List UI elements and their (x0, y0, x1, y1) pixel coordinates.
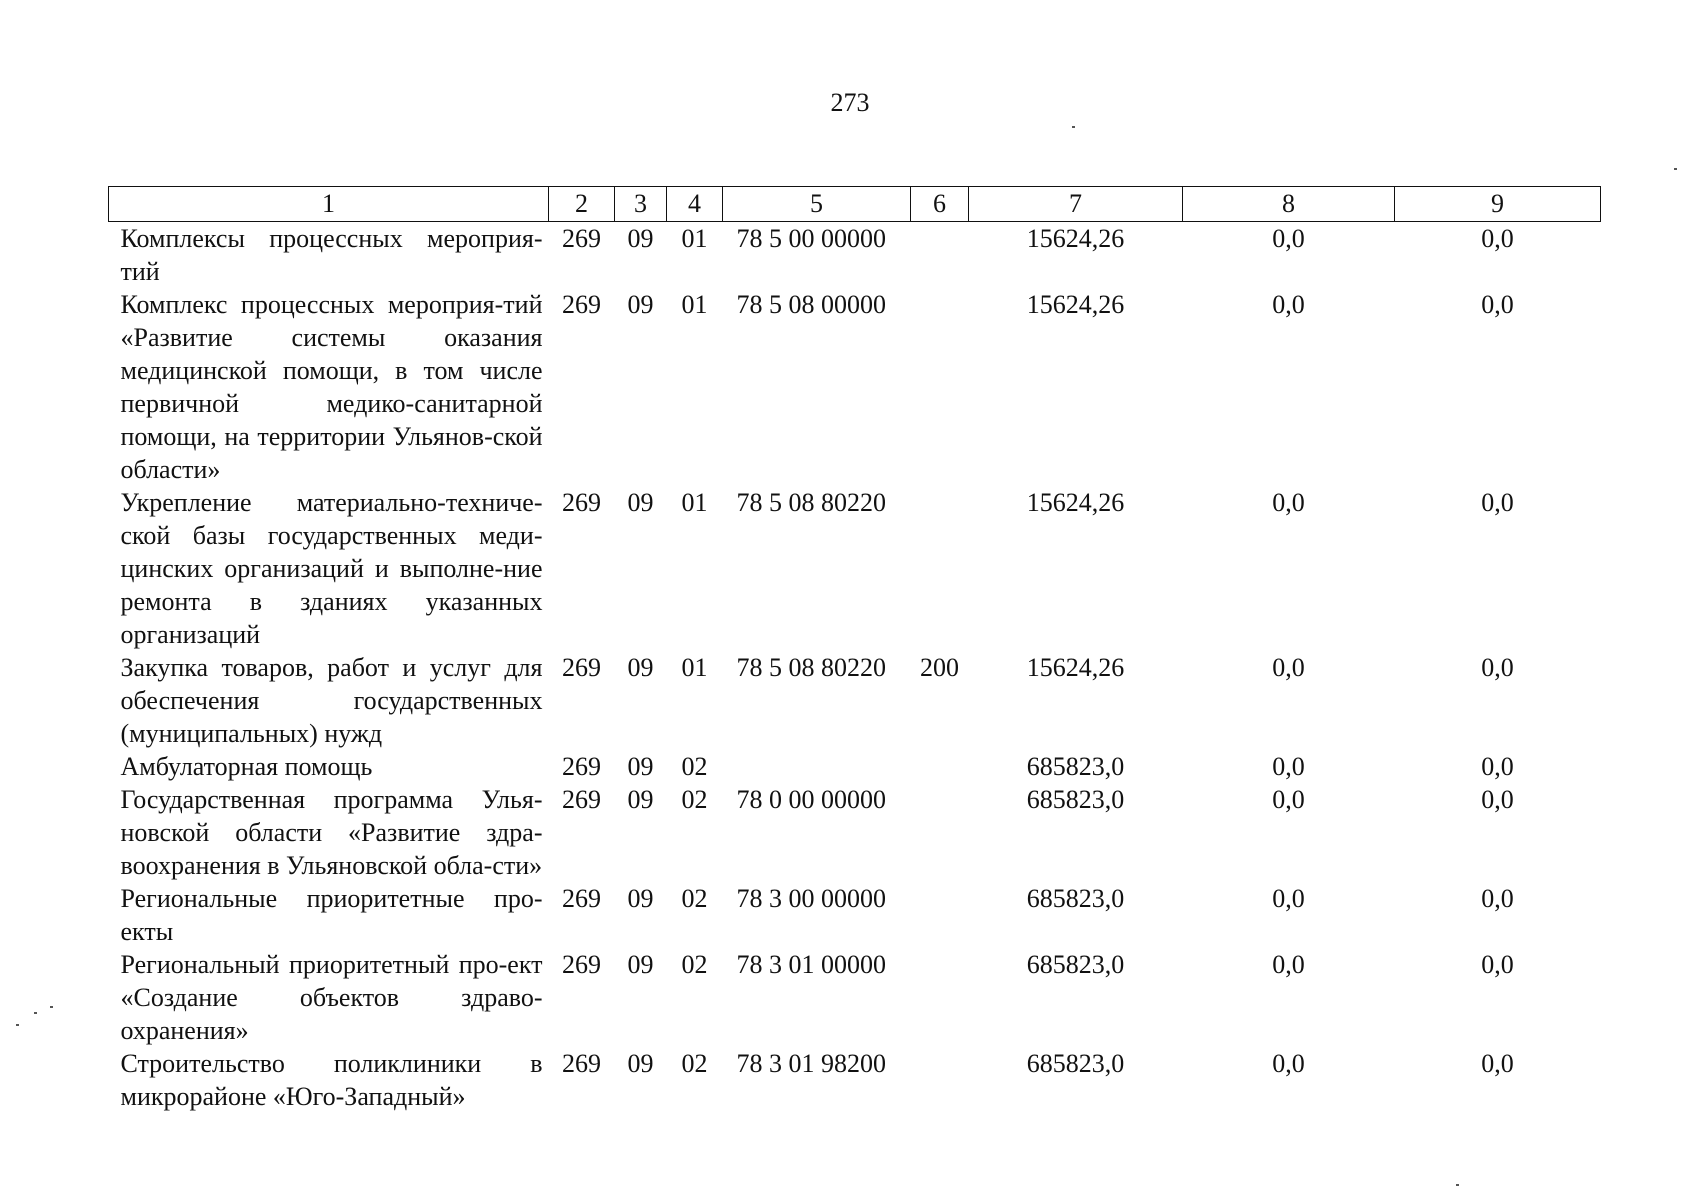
header-col-6: 6 (911, 187, 969, 222)
row-amount-8: 0,0 (1272, 950, 1305, 979)
row-amount-8: 0,0 (1272, 752, 1305, 781)
row-admin-code: 269 (562, 785, 601, 814)
header-col-9: 9 (1395, 187, 1601, 222)
header-col-4: 4 (667, 187, 723, 222)
row-section: 09 (627, 950, 654, 979)
row-subsection: 01 (681, 653, 708, 682)
row-admin-code: 269 (562, 653, 601, 682)
row-subsection: 01 (681, 224, 708, 253)
scan-speck (1072, 126, 1075, 128)
row-section: 09 (627, 1049, 654, 1078)
row-name: Региональный приоритетный про-ект «Создание объектов здраво-охранения» (120, 950, 543, 1045)
row-expense-type: 200 (920, 653, 959, 682)
row-amount-9: 0,0 (1481, 224, 1514, 253)
row-subsection: 02 (681, 752, 708, 781)
budget-table (108, 186, 1601, 1113)
row-admin-code: 269 (562, 1049, 601, 1078)
row-section: 09 (627, 224, 654, 253)
header-col-3: 3 (615, 187, 667, 222)
row-amount-7: 15624,26 (1026, 224, 1125, 253)
row-name: Комплекс процессных мероприя-тий «Развитие системы оказания медицинской помощи, в том числе первичной медико-санитарной помощи, на территории Ульянов-ской области» (120, 290, 543, 484)
row-name: Региональные приоритетные про-екты (120, 884, 543, 946)
row-amount-9: 0,0 (1481, 884, 1514, 913)
row-expense-type (911, 882, 969, 948)
header-row (109, 187, 1601, 222)
row-amount-8: 0,0 (1272, 785, 1305, 814)
header-col-8: 8 (1183, 187, 1395, 222)
row-name: Закупка товаров, работ и услуг для обеспечения государственных (муниципальных) нужд (120, 653, 543, 748)
row-expense-type (911, 1047, 969, 1113)
row-amount-7: 685823,0 (1026, 950, 1125, 979)
table-row (109, 288, 1601, 486)
table-row (109, 750, 1601, 783)
row-target-article: 78 5 08 80220 (736, 488, 886, 517)
row-subsection: 02 (681, 785, 708, 814)
row-amount-8: 0,0 (1272, 488, 1305, 517)
table-body (109, 222, 1601, 1114)
row-amount-7: 15624,26 (1026, 653, 1125, 682)
row-target-article: 78 3 01 00000 (736, 950, 886, 979)
row-name: Укрепление материально-техниче-ской базы государственных меди-цинских организаций и выполне-ние ремонта в зданиях указанных организаций (120, 488, 543, 649)
header-col-7: 7 (969, 187, 1183, 222)
header-col-2: 2 (549, 187, 615, 222)
row-target-article: 78 0 00 00000 (736, 785, 886, 814)
row-admin-code: 269 (562, 950, 601, 979)
row-name: Государственная программа Улья-новской области «Развитие здра-воохранения в Ульяновской обла-сти» (120, 785, 543, 880)
row-target-article: 78 5 08 00000 (736, 290, 886, 319)
row-admin-code: 269 (562, 488, 601, 517)
row-amount-8: 0,0 (1272, 1049, 1305, 1078)
row-section: 09 (627, 488, 654, 517)
table-row (109, 1047, 1601, 1113)
row-amount-8: 0,0 (1272, 653, 1305, 682)
row-subsection: 01 (681, 488, 708, 517)
row-amount-8: 0,0 (1272, 224, 1305, 253)
row-amount-8: 0,0 (1272, 290, 1305, 319)
row-subsection: 02 (681, 950, 708, 979)
row-target-article: 78 3 00 00000 (736, 884, 886, 913)
row-amount-8: 0,0 (1272, 884, 1305, 913)
scan-speck (1674, 168, 1677, 170)
row-admin-code: 269 (562, 884, 601, 913)
table-row (109, 486, 1601, 651)
row-target-article: 78 5 00 00000 (736, 224, 886, 253)
row-subsection: 02 (681, 884, 708, 913)
row-name: Комплексы процессных мероприя-тий (120, 224, 543, 286)
row-name: Строительство поликлиники в микрорайоне «Юго-Западный» (120, 1049, 543, 1111)
row-target-article (723, 750, 911, 783)
row-amount-7: 685823,0 (1026, 1049, 1125, 1078)
scan-speck (1456, 1184, 1459, 1186)
row-amount-9: 0,0 (1481, 653, 1514, 682)
row-amount-7: 685823,0 (1026, 884, 1125, 913)
row-expense-type (911, 288, 969, 486)
row-target-article: 78 5 08 80220 (736, 653, 886, 682)
scan-speck (16, 1024, 19, 1026)
row-subsection: 02 (681, 1049, 708, 1078)
row-section: 09 (627, 290, 654, 319)
row-expense-type (911, 948, 969, 1047)
row-section: 09 (627, 785, 654, 814)
row-admin-code: 269 (562, 224, 601, 253)
row-expense-type (911, 750, 969, 783)
row-admin-code: 269 (562, 290, 601, 319)
row-section: 09 (627, 752, 654, 781)
page-number: 273 (830, 88, 870, 117)
row-subsection: 01 (681, 290, 708, 319)
header-col-1: 1 (109, 187, 549, 222)
row-section: 09 (627, 653, 654, 682)
row-amount-9: 0,0 (1481, 950, 1514, 979)
row-target-article: 78 3 01 98200 (736, 1049, 886, 1078)
row-amount-7: 15624,26 (1026, 290, 1125, 319)
row-expense-type (911, 783, 969, 882)
row-amount-9: 0,0 (1481, 752, 1514, 781)
row-expense-type (911, 486, 969, 651)
header-col-5: 5 (723, 187, 911, 222)
row-admin-code: 269 (562, 752, 601, 781)
row-amount-9: 0,0 (1481, 1049, 1514, 1078)
table-row (109, 651, 1601, 750)
scan-speck (50, 1006, 53, 1008)
row-name: Амбулаторная помощь (120, 752, 373, 781)
table-row (109, 948, 1601, 1047)
row-amount-9: 0,0 (1481, 785, 1514, 814)
row-amount-7: 685823,0 (1026, 752, 1125, 781)
table-row (109, 222, 1601, 289)
row-amount-9: 0,0 (1481, 488, 1514, 517)
table-row (109, 783, 1601, 882)
row-amount-9: 0,0 (1481, 290, 1514, 319)
table-row (109, 882, 1601, 948)
row-amount-7: 685823,0 (1026, 785, 1125, 814)
row-expense-type (911, 222, 969, 289)
scan-speck (34, 1012, 37, 1014)
row-amount-7: 15624,26 (1026, 488, 1125, 517)
row-section: 09 (627, 884, 654, 913)
